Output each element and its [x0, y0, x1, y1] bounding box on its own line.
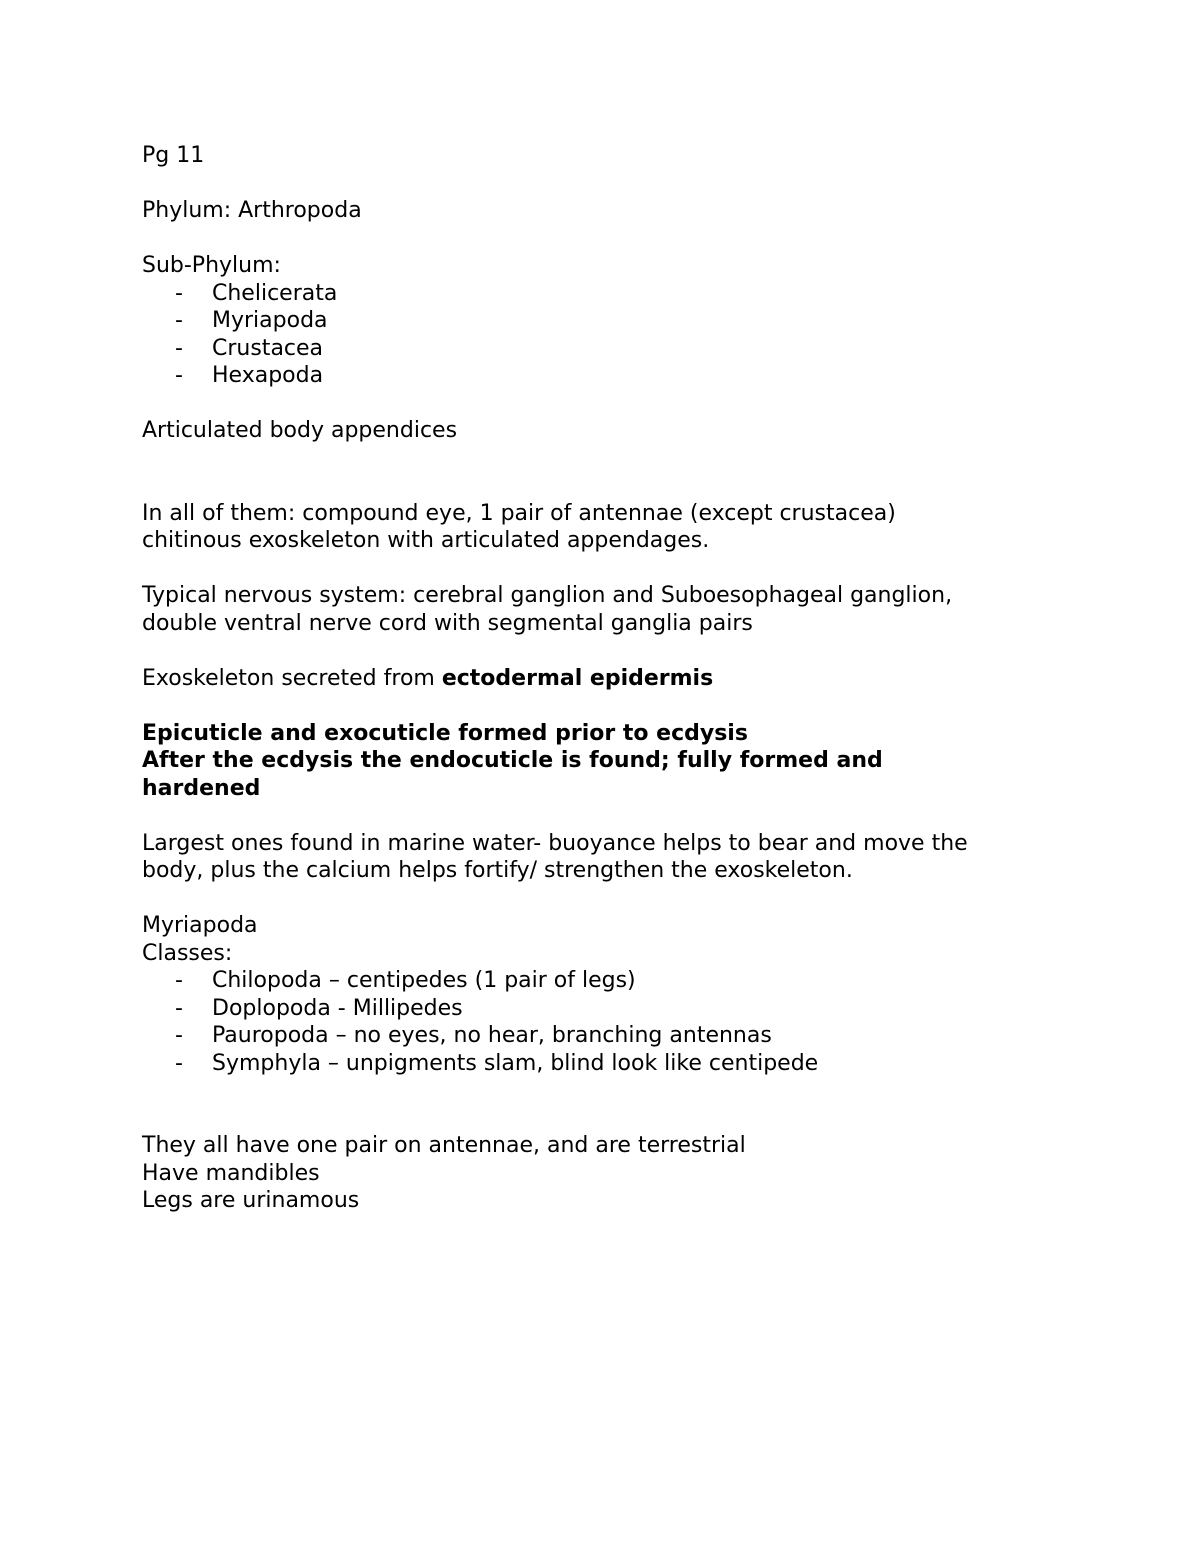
exoskeleton-prefix: Exoskeleton secreted from — [142, 665, 442, 691]
nervous-line-1: Typical nervous system: cerebral ganglion and Suboesophageal ganglion, — [142, 583, 953, 608]
largest-line-1: Largest ones found in marine water- buoyance helps to bear and move the — [142, 830, 968, 856]
list-item — [142, 967, 1042, 995]
cuticle-line-2: After the ecdysis the endocuticle is found; fully formed and — [142, 748, 883, 773]
page-label: Pg 11 — [142, 143, 205, 168]
summary-line-1: They all have one pair on antennae, and are terrestrial — [142, 1133, 746, 1158]
list-item-text: Symphyla – unpigments slam, blind look like centipede — [212, 1050, 819, 1076]
list-item-text: Chelicerata — [212, 280, 338, 306]
spacer — [142, 802, 1042, 830]
classes-heading: Classes: — [142, 940, 233, 966]
spacer — [142, 637, 1042, 665]
largest-line-2: body, plus the calcium helps fortify/ strengthen the exoskeleton. — [142, 858, 853, 883]
list-item-text: Hexapoda — [212, 363, 324, 388]
in-all-line-1: In all of them: compound eye, 1 pair of antennae (except crustacea) — [142, 500, 896, 526]
spacer — [142, 445, 1042, 500]
exoskeleton-bold: ectodermal epidermis — [441, 665, 714, 691]
subphylum-list — [142, 280, 1042, 390]
list-item — [142, 995, 1042, 1023]
summary-line-2: Have mandibles — [142, 1160, 320, 1186]
spacer — [142, 555, 1042, 583]
list-item — [142, 1022, 1042, 1050]
list-item-text: Crustacea — [212, 335, 324, 361]
dash-bullet: - — [175, 335, 183, 361]
list-item — [142, 335, 1042, 363]
list-item-text: Doplopoda - Millipedes — [212, 995, 463, 1021]
subphylum-heading: Sub-Phylum: — [142, 253, 281, 278]
dash-bullet: - — [175, 363, 183, 388]
spacer — [142, 390, 1042, 418]
dash-bullet: - — [175, 308, 183, 333]
in-all-line-2: chitinous exoskeleton with articulated appendages. — [142, 528, 710, 553]
dash-bullet: - — [175, 1023, 183, 1048]
dash-bullet: - — [175, 968, 183, 993]
list-item — [142, 362, 1042, 390]
nervous-line-2: double ventral nerve cord with segmental ganglia pairs — [142, 610, 753, 636]
cuticle-line-3: hardened — [142, 775, 261, 801]
phylum-line: Phylum: Arthropoda — [142, 198, 362, 223]
dash-bullet: - — [175, 1050, 183, 1076]
list-item — [142, 307, 1042, 335]
myriapoda-title: Myriapoda — [142, 913, 258, 938]
exoskeleton-line — [142, 665, 1042, 693]
dash-bullet: - — [175, 995, 183, 1021]
dash-bullet: - — [175, 280, 183, 306]
list-item-text: Myriapoda — [212, 308, 328, 333]
summary-line-3: Legs are urinamous — [142, 1188, 360, 1213]
articulated-line: Articulated body appendices — [142, 418, 458, 443]
list-item-text: Pauropoda – no eyes, no hear, branching antennas — [212, 1023, 772, 1048]
document-page — [142, 142, 1042, 1215]
spacer — [142, 1077, 1042, 1132]
list-item-text: Chilopoda – centipedes (1 pair of legs) — [212, 968, 636, 993]
list-item — [142, 1050, 1042, 1078]
spacer — [142, 225, 1042, 253]
spacer — [142, 170, 1042, 198]
classes-list — [142, 967, 1042, 1077]
spacer — [142, 885, 1042, 913]
list-item — [142, 280, 1042, 308]
spacer — [142, 692, 1042, 720]
cuticle-line-1: Epicuticle and exocuticle formed prior to ecdysis — [142, 720, 748, 746]
